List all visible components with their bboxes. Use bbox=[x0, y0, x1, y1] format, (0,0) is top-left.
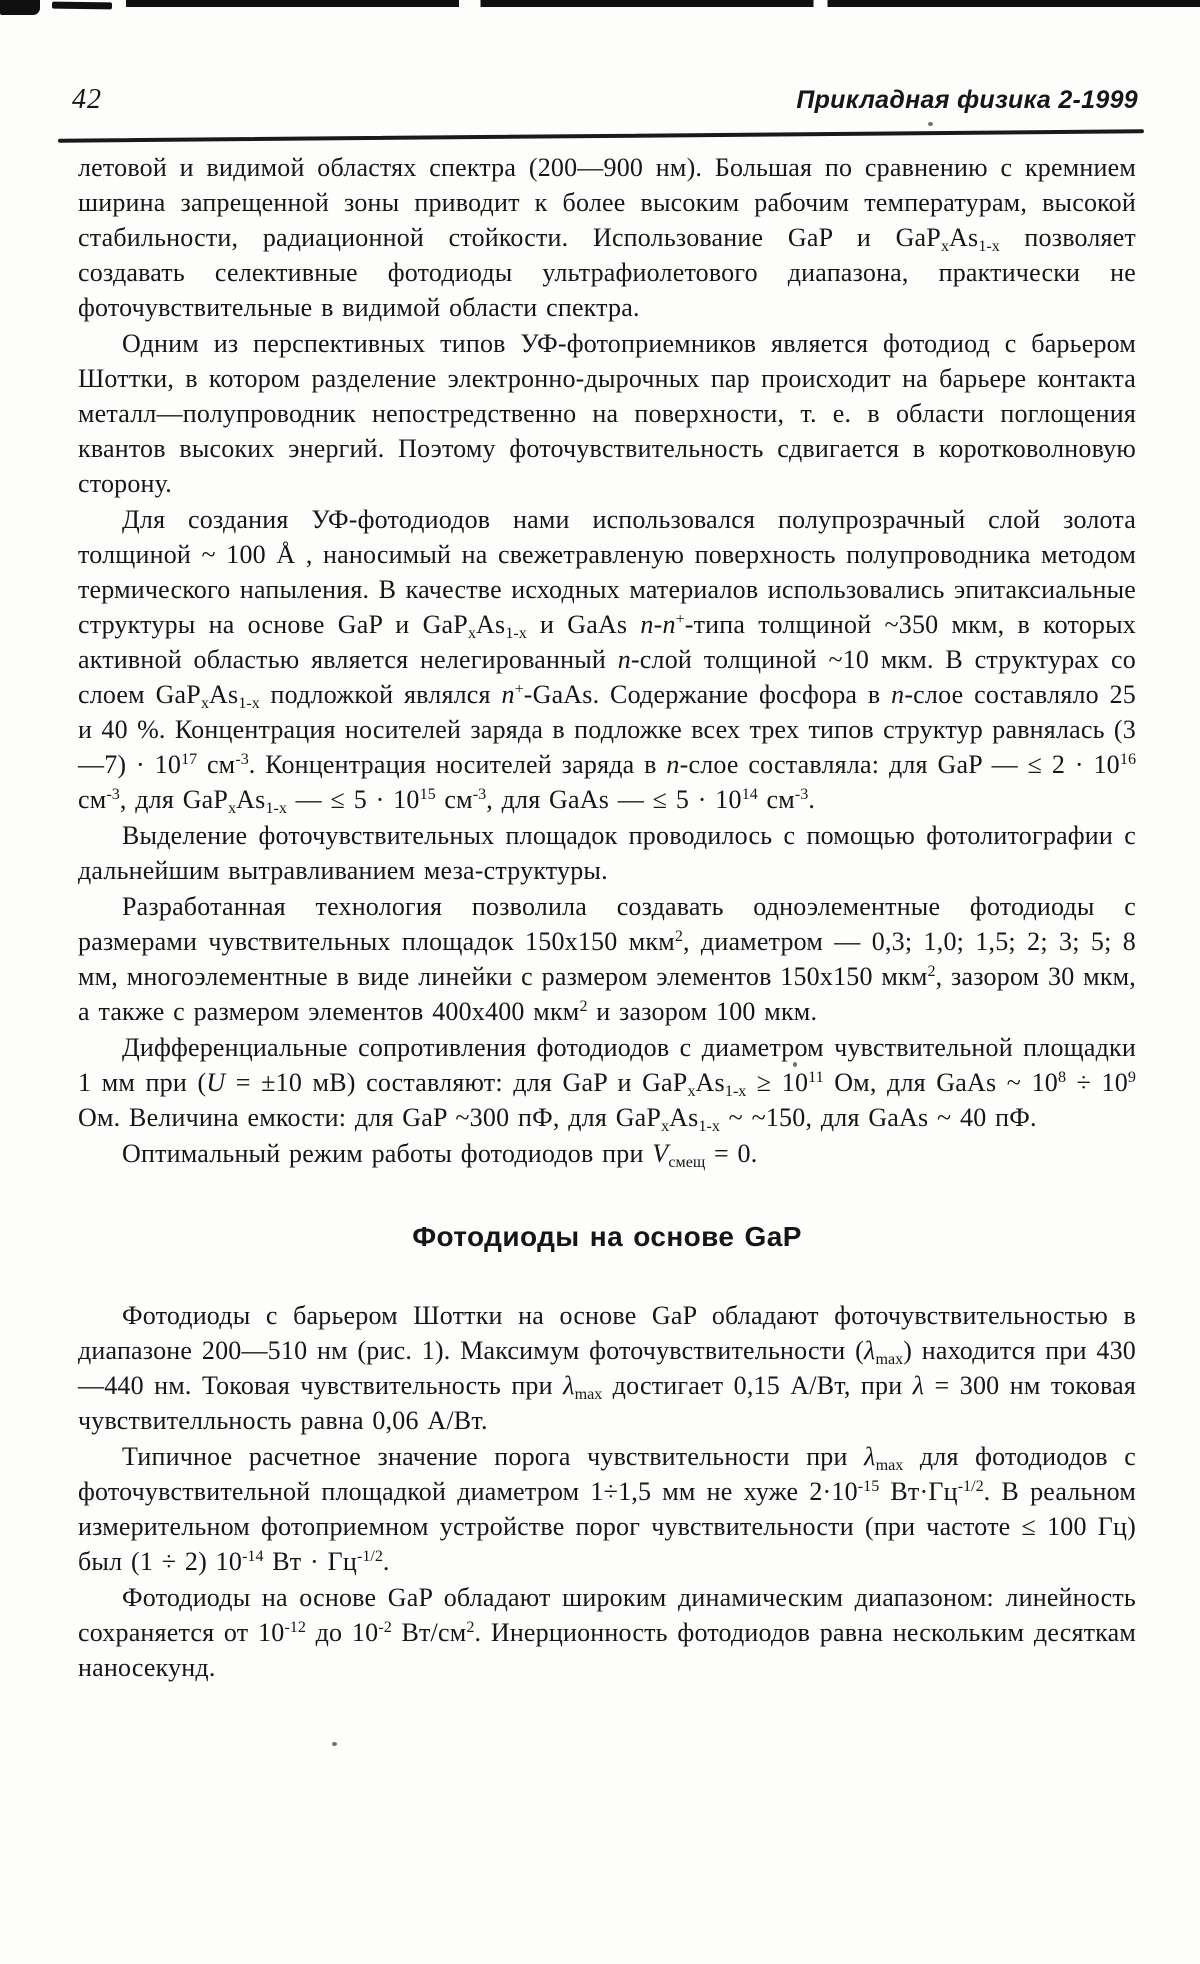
paragraph: Фотодиоды на основе GaP обладают широким динамическим диапазоном: линейность сохраняется от $10^{-12}$ до $10^{-2}$ $Вт/см^2$. Инерционность фотодиодов равна нескольким десяткам наносекунд. bbox=[78, 1583, 1137, 1682]
paragraph: Дифференциальные сопротивления фотодиодов с диаметром чувствительной площадки 1 мм при (U = ±10 мВ) составляют: для GaP и $GaP_xAs_{1-x} \ge 10^{11}$ Ом, для GaAs ~ $10^8 \div 10^9$ Ом. Величина емкости: для GaP ~300 пФ, для $GaP_xAs_{1-x}$ ~ ~150, для GaAs ~ 40 пФ. bbox=[78, 1033, 1136, 1135]
scan-speck bbox=[332, 1742, 337, 1746]
intro-paragraphs bbox=[78, 150, 1136, 1171]
paragraph: Выделение фоточувствительных площадок проводилось с помощью фотолитографии с дальнейшим вытравливанием меза-структуры. bbox=[78, 821, 1136, 885]
page-number: 42 bbox=[72, 84, 102, 115]
paragraph: Одним из перспективных типов УФ-фотоприемников является фотодиод с барьером Шоттки, в котором разделение электронно-дырочных пар происходит на барьере контакта металл—полупроводник непостредственно на поверхности, т. е. в области поглощения квантов высоких энергий. Поэтому фоточувствительность сдвигается в коротковолновую сторону. bbox=[78, 329, 1136, 498]
article-body bbox=[78, 150, 1136, 1686]
paragraph: Фотодиоды с барьером Шоттки на основе GaP обладают фоточувствительностью в диапазоне 200—510 нм (рис. 1). Максимум фоточувствительности $(\lambda_{max})$ находится при 430—440 нм. Токовая чувствительность при $\lambda_{max}$ достигает 0,15 А/Вт, при λ = 300 нм токовая чувствителльность равна 0,06 А/Вт. bbox=[78, 1301, 1137, 1435]
scan-edge-artifact bbox=[0, 0, 40, 15]
page-header bbox=[72, 84, 1138, 116]
paragraph: Типичное расчетное значение порога чувствительности при $\lambda_{max}$ для фотодиодов с фоточувствительной площадкой диаметром 1÷1,5 мм не хуже $2\cdot 10^{-15}$ $Вт\cdot Гц^{-1/2}$. В реальном измерительном фотоприемном устройстве порог чувствительности (при частоте ≤ 100 Гц) был (1 ÷ 2) $10^{-14}$ Вт · $Гц^{-1/2}$. bbox=[78, 1442, 1136, 1576]
paragraph: Для создания УФ-фотодиодов нами использовался полупрозрачный слой золота толщиной ~ 100 Å , наносимый на свежетравленую поверхность полупроводника методом термического напыления. В качестве исходных материалов использовались эпитаксиальные структуры на основе GaP и $GaP_xAs_{1-x}$ и GaAs n-n+-типа толщиной ~350 мкм, в которых активной областью является нелегированный n-слой толщиной ~10 мкм. В структурах со слоем $GaP_xAs_{1-x}$ подложкой являлся n+-GaAs. Содержание фосфора в n-слое составляло 25 и 40 %. Концентрация носителей заряда в подложке всех трех типов структур равнялась (3—7) · $10^{17}$ $см^{-3}$. Концентрация носителей заряда в n-слое составляла: для GaP — ≤ $2 \cdot 10^{16}$ $см^{-3}$, для $GaP_xAs_{1-x}$ — ≤ $5 \cdot 10^{15}$ $см^{-3}$, для GaAs — ≤ $5 \cdot 10^{14}$ $см^{-3}$. bbox=[78, 505, 1137, 817]
journal-title: Прикладная физика 2-1999 bbox=[796, 86, 1138, 114]
header-rule bbox=[58, 129, 1144, 142]
paragraph: Оптимальный режим работы фотодиодов при $V_{смещ} = 0$. bbox=[122, 1139, 758, 1171]
paragraph: Разработанная технология позволила создавать одноэлементные фотодиоды с размерами чувствительных площадок 150x150 мкм$^2$, диаметром — 0,3; 1,0; 1,5; 2; 3; 5; 8 мм, многоэлементные в виде линейки с размером элементов 150x150 мкм$^2$, зазором 30 мкм, а также с размером элементов 400x400 мкм$^2$ и зазором 100 мкм. bbox=[78, 892, 1137, 1026]
scan-speck bbox=[928, 122, 933, 126]
section-heading: Фотодиоды на основе GaP bbox=[412, 1221, 802, 1252]
paragraph: летовой и видимой областях спектра (200—900 нм). Большая по сравнению с кремнием ширина запрещенной зоны приводит к более высоким рабочим температурам, высокой стабильности, радиационной стойкости. Использование GaP и $GaP_xAs_{1-x}$ позволяет создавать селективные фотодиоды ультрафиолетового диапазона, практически не фоточувствительные в видимой области спектра. bbox=[78, 153, 1136, 322]
scan-edge-artifact bbox=[52, 2, 112, 10]
scan-edge-artifact bbox=[126, 0, 1200, 7]
gap-section-paragraphs bbox=[78, 1298, 1136, 1685]
